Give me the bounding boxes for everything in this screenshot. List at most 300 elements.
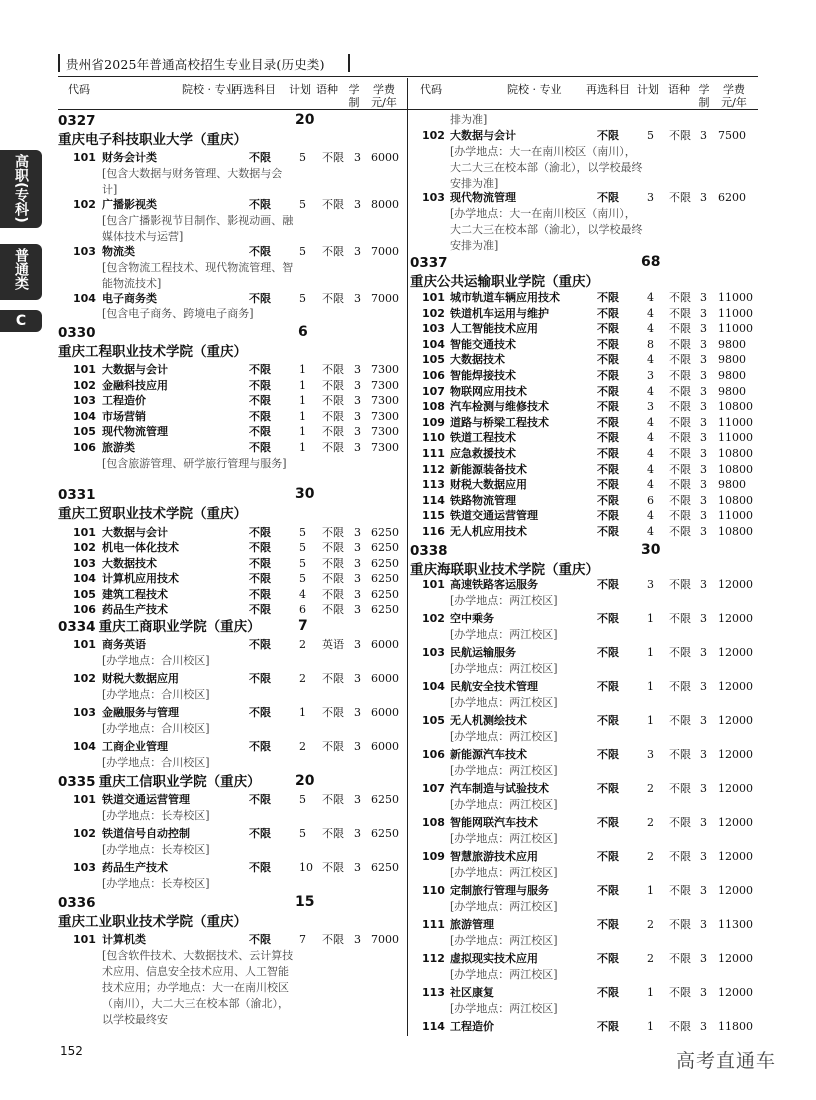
column-headers-left	[58, 81, 408, 111]
major-code: 107	[422, 782, 445, 795]
major-note: [办学地点：两江校区]	[450, 832, 558, 845]
language: 不限	[322, 394, 344, 407]
duration: 3	[700, 291, 707, 304]
page-number: 152	[60, 1044, 83, 1058]
table-row	[68, 587, 418, 603]
language: 不限	[322, 198, 344, 211]
plan-count: 4	[647, 384, 654, 398]
major-code: 101	[73, 526, 96, 539]
language: 不限	[669, 986, 691, 999]
tuition: 7500	[718, 129, 746, 142]
subject-requirement: 不限	[597, 986, 619, 999]
table-row	[420, 883, 770, 899]
duration: 3	[354, 603, 361, 616]
major-code: 104	[422, 337, 445, 351]
major-code: 106	[422, 369, 445, 382]
major-name: 工商企业管理	[102, 740, 168, 753]
subject-requirement: 不限	[249, 557, 271, 570]
table-row	[68, 362, 418, 378]
tuition: 7000	[371, 245, 399, 258]
table-row	[68, 409, 418, 425]
duration: 3	[354, 363, 361, 376]
major-code: 102	[422, 306, 445, 320]
table-row	[420, 399, 770, 415]
table-row	[68, 826, 418, 842]
school-name: 重庆工信职业学院（重庆）	[98, 774, 261, 790]
table-row	[420, 462, 770, 478]
duration: 3	[354, 793, 361, 806]
language: 不限	[669, 400, 691, 414]
language: 不限	[669, 850, 691, 863]
major-note: [办学地点：两江校区]	[450, 730, 558, 743]
major-code: 110	[422, 431, 445, 445]
major-note: [包含旅游管理、研学旅行管理与服务]	[102, 457, 287, 470]
table-row	[420, 815, 770, 831]
watermark: 高考直通车	[676, 1050, 777, 1072]
major-name: 铁道工程技术	[450, 431, 516, 445]
major-name: 物流类	[102, 245, 135, 258]
side-tab-category-label: 普通类	[13, 248, 29, 290]
language: 不限	[669, 918, 691, 931]
plan-count: 3	[647, 369, 654, 382]
major-code: 102	[422, 129, 445, 142]
major-name: 智慧旅游技术应用	[450, 850, 538, 863]
tuition: 7300	[371, 441, 399, 454]
plan-count: 8	[647, 337, 654, 351]
plan-count: 4	[647, 306, 654, 320]
language: 不限	[322, 603, 344, 616]
major-name: 定制旅行管理与服务	[450, 884, 549, 897]
duration: 3	[700, 353, 707, 367]
language: 不限	[669, 291, 691, 304]
major-code: 103	[422, 646, 445, 659]
major-name: 现代物流管理	[102, 425, 168, 438]
major-name: 商务英语	[102, 638, 146, 651]
table-row	[420, 917, 770, 933]
plan-count: 4	[647, 447, 654, 460]
language: 不限	[669, 884, 691, 897]
major-name: 大数据技术	[102, 557, 157, 570]
duration: 3	[700, 447, 707, 460]
major-code: 106	[73, 441, 96, 454]
major-note: [办学地点：两江校区]	[450, 696, 558, 709]
school-heading	[58, 894, 286, 932]
table-row	[68, 378, 418, 394]
major-name: 计算机应用技术	[102, 572, 179, 585]
language: 不限	[322, 245, 344, 258]
plan-count: 1	[647, 986, 654, 999]
school-plan-total: 6	[298, 324, 308, 340]
tuition: 11000	[718, 291, 753, 304]
major-code: 108	[422, 400, 445, 414]
duration: 3	[354, 588, 361, 601]
table-row	[68, 440, 418, 456]
plan-count: 4	[647, 462, 654, 476]
table-row	[420, 985, 770, 1001]
language: 不限	[322, 706, 344, 719]
tuition: 6250	[371, 861, 399, 874]
major-code: 107	[422, 384, 445, 398]
plan-count: 7	[299, 933, 306, 946]
duration: 3	[354, 572, 361, 585]
tuition: 6000	[371, 672, 399, 685]
school-heading	[58, 486, 286, 524]
major-name: 大数据与会计	[450, 129, 516, 142]
header-right-bar	[348, 54, 350, 72]
side-tab-section-label: C	[15, 313, 27, 329]
major-name: 智能焊接技术	[450, 369, 516, 382]
major-name: 大数据技术	[450, 353, 505, 367]
subject-requirement: 不限	[249, 441, 271, 454]
plan-count: 4	[647, 353, 654, 367]
major-name: 大数据与会计	[102, 363, 168, 376]
table-row	[420, 321, 770, 337]
subject-requirement: 不限	[597, 714, 619, 727]
school-code: 0330	[58, 325, 96, 341]
column-headers-right	[412, 81, 762, 111]
major-name: 工程造价	[450, 1020, 494, 1033]
language: 不限	[322, 672, 344, 685]
major-note: [办学地点：大一在南川校区（南川），大二大三在校本部（渝北），以学校最终安排为准]	[450, 145, 643, 190]
major-note: [办学地点：长寿校区]	[102, 843, 210, 856]
duration: 3	[700, 384, 707, 398]
major-name: 现代物流管理	[450, 191, 516, 204]
major-code: 110	[422, 884, 445, 897]
subject-requirement: 不限	[249, 394, 271, 407]
plan-count: 2	[647, 850, 654, 863]
col-duration: 学制	[698, 83, 710, 109]
school-code: 0338	[410, 543, 448, 559]
plan-count: 5	[299, 793, 306, 806]
language: 不限	[322, 151, 344, 164]
language: 不限	[322, 526, 344, 539]
major-code: 105	[73, 588, 96, 601]
major-name: 智能交通技术	[450, 337, 516, 351]
school-heading	[410, 542, 638, 580]
major-code: 113	[422, 478, 445, 492]
major-name: 人工智能技术应用	[450, 322, 538, 336]
language: 不限	[669, 525, 691, 538]
duration: 3	[700, 714, 707, 727]
tuition: 6250	[371, 827, 399, 840]
plan-count: 4	[647, 431, 654, 445]
plan-count: 5	[299, 198, 306, 211]
language: 不限	[669, 612, 691, 625]
duration: 3	[354, 541, 361, 554]
plan-count: 1	[647, 714, 654, 727]
tuition: 12000	[718, 748, 753, 761]
plan-count: 4	[647, 478, 654, 492]
col-subject: 再选科目	[232, 83, 276, 96]
table-row	[420, 849, 770, 865]
subject-requirement: 不限	[597, 578, 619, 591]
major-name: 铁道交通运营管理	[102, 793, 190, 806]
school-plan-total: 7	[298, 618, 308, 634]
duration: 3	[354, 827, 361, 840]
language: 不限	[669, 337, 691, 351]
plan-count: 2	[299, 672, 306, 685]
tuition: 7300	[371, 394, 399, 407]
tuition: 6200	[718, 191, 746, 204]
language: 不限	[322, 541, 344, 554]
subject-requirement: 不限	[249, 541, 271, 554]
major-code: 102	[73, 672, 96, 685]
plan-count: 1	[299, 441, 306, 454]
tuition: 11300	[718, 918, 753, 931]
major-code: 109	[422, 850, 445, 863]
subject-requirement: 不限	[249, 588, 271, 601]
major-name: 高速铁路客运服务	[450, 578, 538, 591]
major-name: 无人机应用技术	[450, 525, 527, 538]
plan-count: 2	[647, 952, 654, 965]
plan-count: 1	[647, 680, 654, 693]
table-row	[420, 611, 770, 627]
major-name: 机电一体化技术	[102, 541, 179, 554]
school-name: 重庆工程职业技术学院（重庆）	[58, 344, 247, 360]
language: 不限	[322, 933, 344, 946]
tuition: 8000	[371, 198, 399, 211]
major-code: 113	[422, 986, 445, 999]
table-row	[68, 424, 418, 440]
major-name: 新能源装备技术	[450, 462, 527, 476]
major-code: 103	[422, 191, 445, 204]
major-note: [办学地点：长寿校区]	[102, 877, 210, 890]
major-name: 铁路物流管理	[450, 493, 516, 507]
col-language: 语种	[668, 83, 690, 96]
table-row	[68, 932, 418, 948]
major-name: 旅游管理	[450, 918, 494, 931]
major-code: 104	[73, 410, 96, 423]
duration: 3	[354, 740, 361, 753]
page-header	[58, 52, 758, 74]
subject-requirement: 不限	[249, 827, 271, 840]
major-code: 103	[73, 394, 96, 407]
school-name: 重庆工业职业技术学院（重庆）	[58, 914, 247, 930]
major-name: 无人机测绘技术	[450, 714, 527, 727]
subject-requirement: 不限	[249, 706, 271, 719]
duration: 3	[700, 578, 707, 591]
language: 不限	[322, 861, 344, 874]
major-name: 旅游类	[102, 441, 135, 454]
major-code: 106	[422, 748, 445, 761]
duration: 3	[700, 782, 707, 795]
major-name: 空中乘务	[450, 612, 494, 625]
plan-count: 5	[647, 129, 654, 142]
major-note: [办学地点：两江校区]	[450, 968, 558, 981]
major-name: 金融服务与管理	[102, 706, 179, 719]
major-code: 115	[422, 509, 445, 523]
major-note: [办学地点：两江校区]	[450, 798, 558, 811]
tuition: 12000	[718, 612, 753, 625]
language: 不限	[322, 557, 344, 570]
table-row	[68, 150, 418, 166]
subject-requirement: 不限	[597, 646, 619, 659]
language: 不限	[669, 129, 691, 142]
major-name: 物联网应用技术	[450, 384, 527, 398]
col-school-major: 院校 · 专业	[507, 83, 562, 96]
table-row	[420, 747, 770, 763]
plan-count: 4	[299, 588, 306, 601]
subject-requirement: 不限	[597, 478, 619, 492]
major-name: 财税大数据应用	[102, 672, 179, 685]
plan-count: 5	[299, 557, 306, 570]
plan-count: 10	[299, 861, 313, 874]
tuition: 10800	[718, 525, 753, 538]
major-code: 101	[73, 933, 96, 946]
duration: 3	[700, 646, 707, 659]
duration: 3	[700, 322, 707, 336]
tuition: 6250	[371, 572, 399, 585]
subject-requirement: 不限	[597, 493, 619, 507]
language: 不限	[669, 714, 691, 727]
duration: 3	[700, 191, 707, 204]
subject-requirement: 不限	[597, 306, 619, 320]
plan-count: 3	[647, 578, 654, 591]
tuition: 11000	[718, 415, 753, 429]
tuition: 6250	[371, 588, 399, 601]
school-name: 重庆工贸职业技术学院（重庆）	[58, 506, 247, 522]
col-subject: 再选科目	[586, 83, 630, 96]
language: 不限	[322, 793, 344, 806]
duration: 3	[700, 986, 707, 999]
language: 不限	[322, 588, 344, 601]
plan-count: 1	[647, 612, 654, 625]
duration: 3	[354, 198, 361, 211]
tuition: 12000	[718, 884, 753, 897]
duration: 3	[700, 478, 707, 492]
duration: 3	[354, 706, 361, 719]
language: 不限	[669, 306, 691, 320]
plan-count: 4	[647, 291, 654, 304]
plan-count: 2	[299, 638, 306, 651]
subject-requirement: 不限	[597, 322, 619, 336]
subject-requirement: 不限	[249, 526, 271, 539]
duration: 3	[700, 918, 707, 931]
plan-count: 6	[647, 493, 654, 507]
major-note: [包含大数据与财务管理、大数据与会计]	[102, 167, 283, 196]
tuition: 10800	[718, 462, 753, 476]
major-name: 工程造价	[102, 394, 146, 407]
duration: 3	[700, 129, 707, 142]
tuition: 11000	[718, 322, 753, 336]
major-code: 105	[422, 353, 445, 367]
major-note: [包含物流工程技术、现代物流管理、智能物流技术]	[102, 261, 294, 290]
table-row	[420, 190, 770, 206]
subject-requirement: 不限	[597, 431, 619, 445]
subject-requirement: 不限	[249, 572, 271, 585]
major-note: [包含软件技术、大数据技术、云计算技术应用、信息安全技术应用、人工智能技术应用；办学地点：大一在南川校区（南川），大二大三在校本部（渝北），以学校最终安	[102, 949, 294, 1026]
col-duration: 学制	[348, 83, 360, 109]
school-plan-total: 20	[295, 773, 315, 789]
table-row	[420, 128, 770, 144]
major-name: 药品生产技术	[102, 603, 168, 616]
major-note: [办学地点：两江校区]	[450, 900, 558, 913]
major-name: 应急救援技术	[450, 447, 516, 460]
subject-requirement: 不限	[597, 384, 619, 398]
major-note: [办学地点：长寿校区]	[102, 809, 210, 822]
major-code: 101	[73, 151, 96, 164]
major-code: 102	[422, 612, 445, 625]
major-name: 广播影视类	[102, 198, 157, 211]
header-rule	[58, 76, 758, 77]
duration: 3	[354, 394, 361, 407]
school-code: 0336	[58, 895, 96, 911]
major-name: 铁道信号自动控制	[102, 827, 190, 840]
language: 不限	[669, 191, 691, 204]
subject-requirement: 不限	[597, 337, 619, 351]
language: 不限	[669, 646, 691, 659]
side-tab-level	[0, 150, 42, 228]
subject-requirement: 不限	[597, 952, 619, 965]
language: 不限	[322, 740, 344, 753]
major-name: 财务会计类	[102, 151, 157, 164]
duration: 3	[700, 1020, 707, 1033]
table-row	[68, 705, 418, 721]
language: 英语	[322, 638, 344, 651]
tuition: 6000	[371, 638, 399, 651]
school-name: 重庆公共运输职业学院（重庆）	[410, 274, 599, 290]
duration: 3	[700, 400, 707, 414]
major-code: 108	[422, 816, 445, 829]
duration: 3	[354, 638, 361, 651]
language: 不限	[669, 816, 691, 829]
duration: 3	[700, 748, 707, 761]
col-school-major: 院校 · 专业	[182, 83, 237, 96]
header-title: 贵州省2025年普通高校招生专业目录(历史类)	[66, 57, 325, 72]
plan-count: 4	[647, 415, 654, 429]
language: 不限	[669, 478, 691, 492]
major-code: 103	[422, 322, 445, 336]
major-code: 112	[422, 462, 445, 476]
tuition: 6000	[371, 740, 399, 753]
school-code: 0331	[58, 487, 96, 503]
language: 不限	[322, 827, 344, 840]
tuition: 7300	[371, 379, 399, 392]
subject-requirement: 不限	[597, 850, 619, 863]
major-name: 电子商务类	[102, 292, 157, 305]
language: 不限	[322, 379, 344, 392]
tuition: 12000	[718, 578, 753, 591]
major-code: 111	[422, 918, 445, 931]
tuition: 12000	[718, 782, 753, 795]
subject-requirement: 不限	[249, 245, 271, 258]
table-row	[420, 290, 770, 306]
subject-requirement: 不限	[249, 292, 271, 305]
tuition: 6250	[371, 541, 399, 554]
school-heading	[58, 324, 286, 362]
subject-requirement: 不限	[249, 638, 271, 651]
duration: 3	[354, 292, 361, 305]
major-name: 大数据与会计	[102, 526, 168, 539]
col-plan: 计划	[289, 83, 311, 96]
col-tuition: 学费元/年	[371, 83, 397, 109]
tuition: 10800	[718, 493, 753, 507]
tuition: 11800	[718, 1020, 753, 1033]
tuition: 11000	[718, 431, 753, 445]
duration: 3	[700, 431, 707, 445]
major-name: 虚拟现实技术应用	[450, 952, 538, 965]
major-name: 财税大数据应用	[450, 478, 527, 492]
tuition: 12000	[718, 816, 753, 829]
duration: 3	[700, 680, 707, 693]
duration: 3	[354, 557, 361, 570]
duration: 3	[700, 612, 707, 625]
table-row	[420, 508, 770, 524]
major-code: 114	[422, 1020, 445, 1033]
major-code: 101	[422, 578, 445, 591]
table-row	[68, 556, 418, 572]
subject-requirement: 不限	[249, 933, 271, 946]
